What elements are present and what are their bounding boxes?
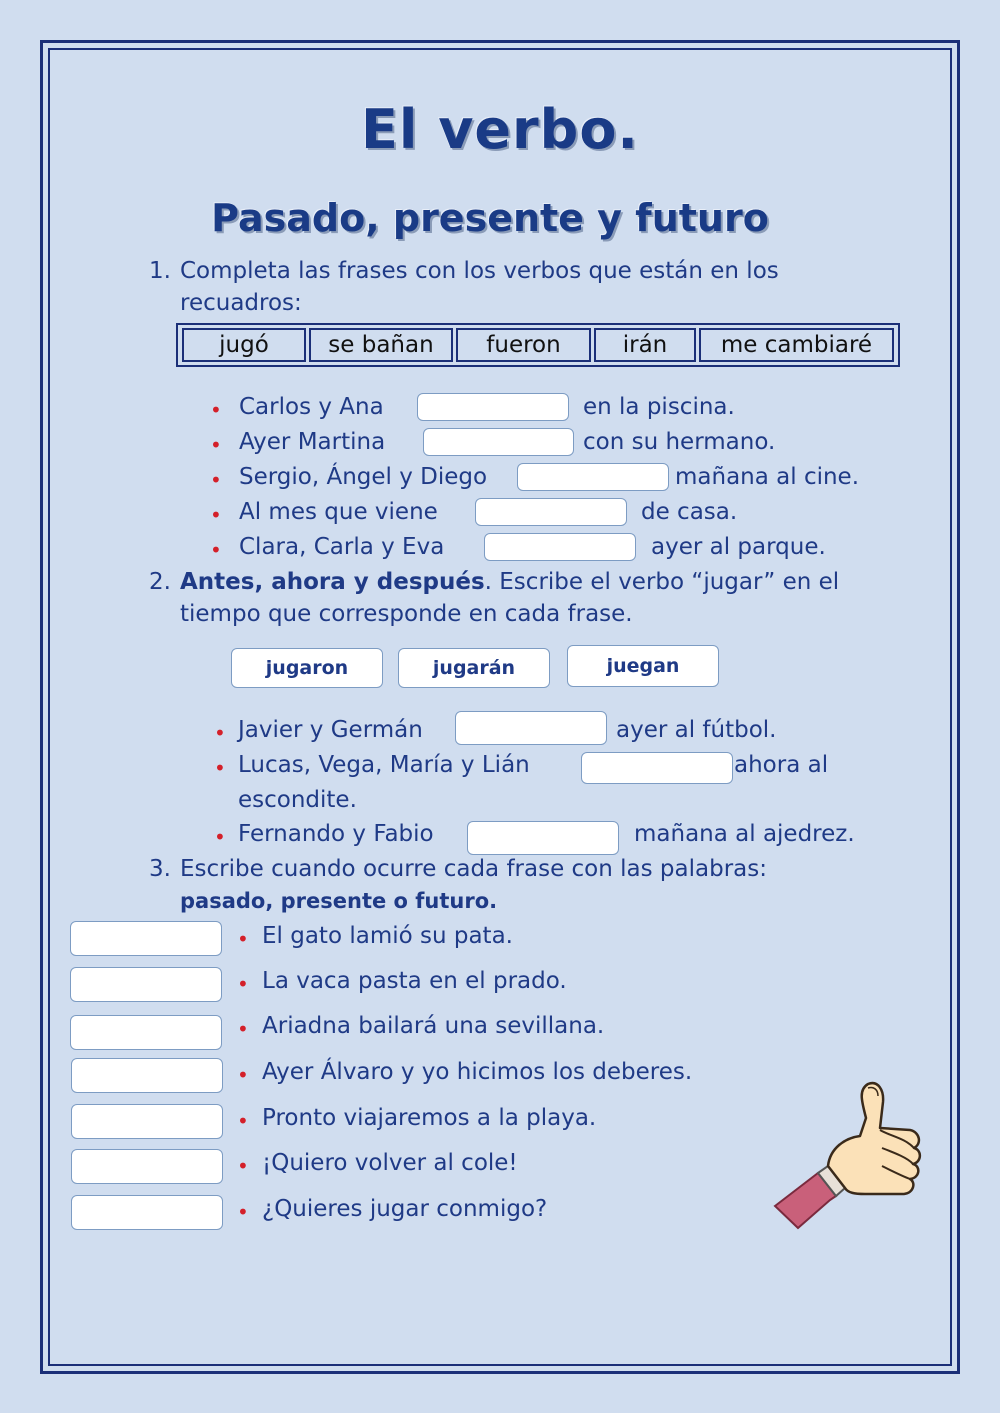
sentence-end: en la piscina.	[583, 394, 735, 420]
bullet: •	[237, 1109, 249, 1133]
answer-blank[interactable]	[70, 921, 222, 956]
answer-blank[interactable]	[70, 1015, 222, 1050]
bullet: •	[237, 927, 249, 951]
bullet: •	[214, 825, 226, 849]
exercise3-instruction-line2: pasado, presente o futuro.	[180, 889, 498, 913]
exercise3-number: 3.	[149, 856, 171, 882]
word-bank-item: se bañan	[309, 328, 453, 362]
sentence-end: ayer al parque.	[651, 534, 826, 560]
answer-blank[interactable]	[484, 533, 636, 561]
sentence-end: ayer al fútbol.	[616, 717, 777, 743]
exercise2-instruction-line2: tiempo que corresponde en cada frase.	[180, 601, 633, 627]
answer-blank[interactable]	[417, 393, 569, 421]
answer-blank[interactable]	[517, 463, 669, 491]
exercise3-instruction-line1: Escribe cuando ocurre cada frase con las palabras:	[180, 856, 767, 882]
bullet: •	[237, 1063, 249, 1087]
sentence-end: de casa.	[641, 499, 738, 525]
sentence-end: con su hermano.	[583, 429, 776, 455]
page-title: El verbo.	[361, 98, 639, 161]
word-bank-item: irán	[594, 328, 696, 362]
exercise2-number: 2.	[149, 569, 171, 595]
sentence: La vaca pasta en el prado.	[262, 968, 567, 994]
answer-blank[interactable]	[71, 1195, 223, 1230]
sentence: Pronto viajaremos a la playa.	[262, 1105, 597, 1131]
sentence: ¿Quieres jugar conmigo?	[262, 1196, 548, 1222]
bullet: •	[210, 503, 222, 527]
sentence-start: Javier y Germán	[238, 717, 423, 743]
exercise2-instruction-line1	[180, 569, 839, 595]
bullet: •	[210, 433, 222, 457]
answer-blank[interactable]	[455, 711, 607, 745]
sentence-start: Fernando y Fabio	[238, 821, 434, 847]
word-bank-item: jugó	[182, 328, 306, 362]
sentence-end: mañana al cine.	[675, 464, 860, 490]
exercise2-bold: Antes, ahora y después	[180, 569, 485, 595]
sentence-start: Clara, Carla y Eva	[239, 534, 445, 560]
answer-blank[interactable]	[475, 498, 627, 526]
exercise1-instruction-line1: Completa las frases con los verbos que están en los	[180, 258, 779, 284]
bullet: •	[214, 756, 226, 780]
bullet: •	[237, 1154, 249, 1178]
sentence-start: Ayer Martina	[239, 429, 386, 455]
sentence-start: Sergio, Ángel y Diego	[239, 464, 488, 490]
bullet: •	[210, 538, 222, 562]
exercise2-instruction-rest: . Escribe el verbo “jugar” en el	[484, 569, 840, 595]
sentence-start: Carlos y Ana	[239, 394, 384, 420]
answer-blank[interactable]	[71, 1149, 223, 1184]
sentence-end: mañana al ajedrez.	[634, 821, 855, 847]
word-bank-item: fueron	[456, 328, 591, 362]
answer-blank[interactable]	[423, 428, 574, 456]
verb-chip[interactable]: jugarán	[398, 648, 550, 688]
answer-blank[interactable]	[70, 967, 222, 1002]
sentence: Ariadna bailará una sevillana.	[262, 1013, 605, 1039]
verb-chip[interactable]: juegan	[567, 645, 719, 687]
sentence-start: Al mes que viene	[239, 499, 438, 525]
exercise1-number: 1.	[149, 258, 171, 284]
sentence: El gato lamió su pata.	[262, 923, 513, 949]
sentence-continuation: escondite.	[238, 787, 357, 813]
word-bank-item: me cambiaré	[699, 328, 894, 362]
bullet: •	[210, 398, 222, 422]
exercise1-instruction-line2: recuadros:	[180, 290, 302, 316]
bullet: •	[237, 1017, 249, 1041]
bullet: •	[237, 1200, 249, 1224]
bullet: •	[210, 468, 222, 492]
answer-blank[interactable]	[71, 1058, 223, 1093]
word-bank	[176, 323, 900, 367]
bullet: •	[214, 721, 226, 745]
sentence-end: ahora al	[734, 752, 829, 778]
sentence-start: Lucas, Vega, María y Lián	[238, 752, 530, 778]
bullet: •	[237, 972, 249, 996]
thumbs-up-icon	[770, 1078, 930, 1233]
sentence: Ayer Álvaro y yo hicimos los deberes.	[262, 1059, 693, 1085]
answer-blank[interactable]	[71, 1104, 223, 1139]
sentence: ¡Quiero volver al cole!	[262, 1150, 518, 1176]
answer-blank[interactable]	[581, 752, 733, 784]
verb-chip[interactable]: jugaron	[231, 648, 383, 688]
page-subtitle: Pasado, presente y futuro	[211, 196, 769, 240]
answer-blank[interactable]	[467, 821, 619, 855]
